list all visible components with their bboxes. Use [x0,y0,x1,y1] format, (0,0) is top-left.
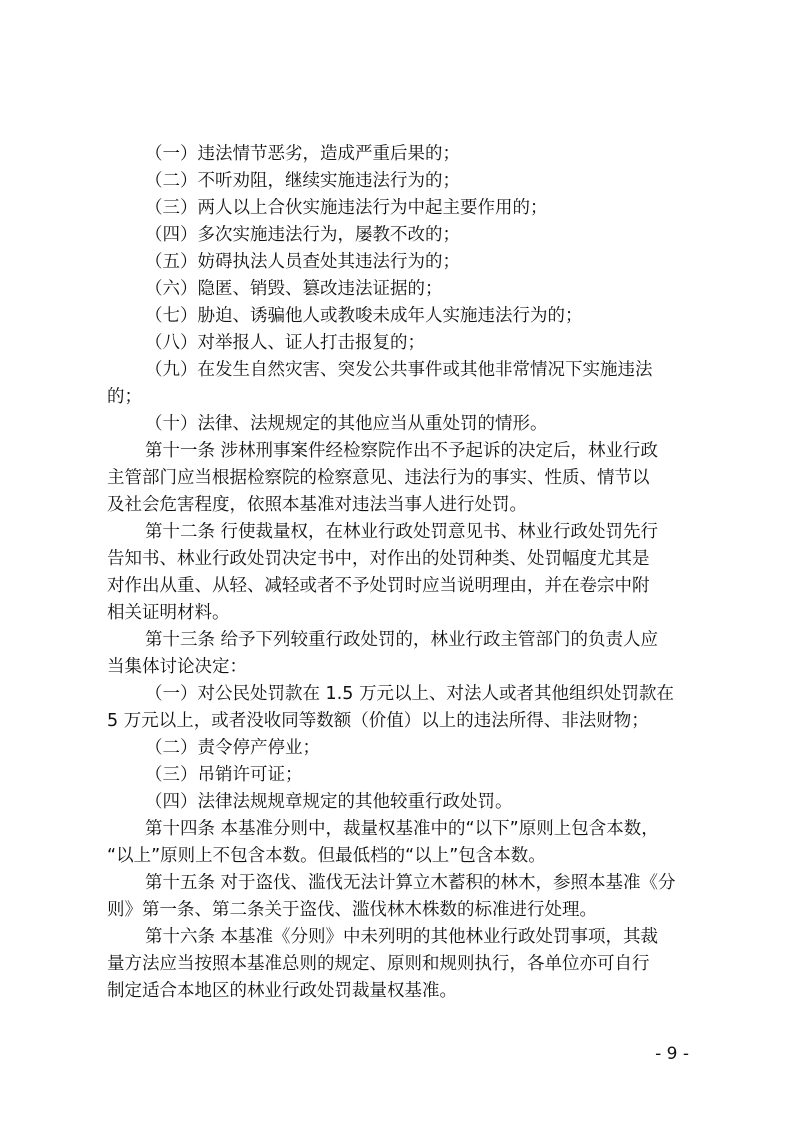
text-line: 量方法应当按照本基准总则的规定、原则和规则执行，各单位亦可自行 [107,954,650,974]
text-line: （一）违法情节恶劣，造成严重后果的； [145,144,460,164]
text-line: 告知书、林业行政处罚决定书中，对作出的处罚种类、处罚幅度尤其是 [107,549,650,569]
text-line: （九）在发生自然灾害、突发公共事件或其他非常情况下实施违法 [145,360,653,380]
text-line: （一）对公民处罚款在 1.5 万元以上、对法人或者其他组织处罚款在 [145,684,674,704]
page-number: - 9 - [655,1044,689,1064]
text-line: （二）责令停产停业； [145,738,320,758]
text-line: 5 万元以上，或者没收同等数额（价值）以上的违法所得、非法财物； [107,711,649,731]
text-line: 第十一条 涉林刑事案件经检察院作出不予起诉的决定后，林业行政 [145,441,659,461]
text-line: 主管部门应当根据检察院的检察意见、违法行为的事实、性质、情节以 [107,468,650,488]
text-line: （七）胁迫、诱骗他人或教唆未成年人实施违法行为的； [145,306,583,326]
text-line: 第十六条 本基准《分则》中未列明的其他林业行政处罚事项，其裁 [145,927,659,947]
text-line: （六）隐匿、销毁、篡改违法证据的； [145,279,443,299]
text-line: （八）对举报人、证人打击报复的； [145,333,425,353]
text-line: 当集体讨论决定： [107,657,247,677]
text-line: （五）妨碍执法人员查处其违法行为的； [145,252,460,272]
text-line: 的； [107,387,142,407]
document-body [107,141,693,1005]
text-line: （三）吊销许可证； [145,765,303,785]
text-line: 则》第一条、第二条关于盗伐、滥伐林木株数的标准进行处理。 [107,900,597,920]
text-line: 对作出从重、从轻、减轻或者不予处罚时应当说明理由，并在卷宗中附 [107,576,650,596]
text-line: （二）不听劝阻，继续实施违法行为的； [145,171,460,191]
text-line: 第十四条 本基准分则中，裁量权基准中的“以下”原则上包含本数， [145,819,659,839]
text-line: 制定适合本地区的林业行政处罚裁量权基准。 [107,981,457,1001]
text-line: 及社会危害程度，依照本基准对违法当事人进行处罚。 [107,495,527,515]
text-line: 第十二条 行使裁量权，在林业行政处罚意见书、林业行政处罚先行 [145,522,659,542]
text-line: （十）法律、法规规定的其他应当从重处罚的情形。 [145,414,548,434]
text-line: （三）两人以上合伙实施违法行为中起主要作用的； [145,198,548,218]
text-line: 第十五条 对于盗伐、滥伐无法计算立木蓄积的林木，参照本基准《分 [145,873,676,893]
text-line: “以上”原则上不包含本数。但最低档的“以上”包含本数。 [107,846,546,866]
text-line: 第十三条 给予下列较重行政处罚的，林业行政主管部门的负责人应 [145,630,659,650]
text-line: （四）法律法规规章规定的其他较重行政处罚。 [145,792,513,812]
text-line: （四）多次实施违法行为，屡教不改的； [145,225,460,245]
text-line: 相关证明材料。 [107,603,230,623]
